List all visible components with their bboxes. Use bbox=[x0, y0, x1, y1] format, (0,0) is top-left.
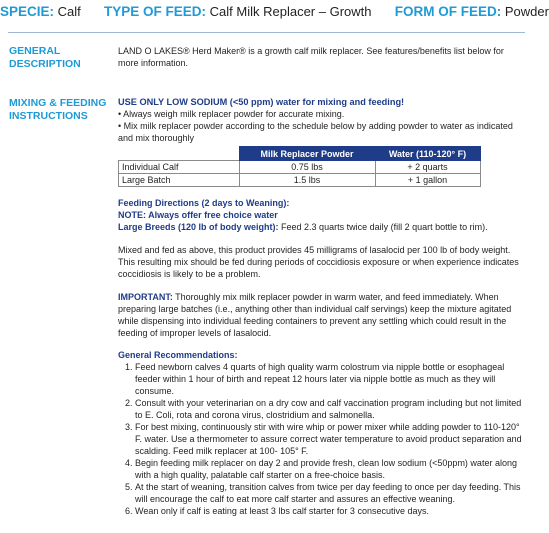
list-item: 5. At the start of weaning, transition calves from twice per day feeding to once per day feeding. This will encourage the calf to eat more calf starter and assures an effective weaning. bbox=[135, 481, 524, 505]
low-sodium-heading: USE ONLY LOW SODIUM (<50 ppm) water for mixing and feeding! bbox=[118, 97, 405, 107]
feed-form-label: FORM OF FEED: bbox=[394, 4, 502, 19]
list-item: 6. Wean only if calf is eating at least 3 lbs calf starter for 3 consecutive days. bbox=[135, 505, 524, 517]
recommendations-list bbox=[118, 361, 524, 517]
recommendations-title: General Recommendations: bbox=[118, 350, 238, 360]
list-item: 3. For best mixing, continuously stir with wire whip or power mixer while adding powder to 110-120° F. water. Use a thermometer to assure correct water temperature to avoid product separation and scalding. Feed milk replacer at 100- 105° F. bbox=[135, 421, 524, 457]
list-item: 2. Consult with your veterinarian on a dry cow and calf vaccination program including but not limited to E. Coli, rota and corona virus, clostridium and salmonella. bbox=[135, 397, 524, 421]
specie-label: SPECIE: bbox=[0, 4, 55, 19]
specie-value: Calf bbox=[57, 4, 81, 19]
feeding-directions-title: Feeding Directions (2 days to Weaning): bbox=[118, 198, 290, 208]
mixing-bullet: • Always weigh milk replacer powder for accurate mixing. bbox=[118, 109, 345, 119]
mixing-bullet: • Mix milk replacer powder according to the schedule below by adding powder to water as indicated and mix thoroughly bbox=[118, 121, 513, 143]
table-row: Individual Calf 0.75 lbs + 2 quarts bbox=[119, 161, 481, 174]
header-divider bbox=[8, 32, 525, 33]
feed-form-value: Powder bbox=[504, 4, 549, 19]
general-description-text: LAND O LAKES® Herd Maker® is a growth calf milk replacer. See features/benefits list below for more information. bbox=[118, 46, 504, 68]
mixing-instructions-body bbox=[118, 96, 524, 517]
lasalocid-paragraph: Mixed and fed as above, this product provides 45 milligrams of lasalocid per 100 lb of body weight. This resulting mix should be fed during periods of coccidiosis exposure or when experience indicates coccidiosis is likely to be a problem. bbox=[118, 245, 519, 279]
feed-type-label: TYPE OF FEED: bbox=[104, 4, 207, 19]
mixing-instructions-label: MIXING & FEEDING INSTRUCTIONS bbox=[9, 97, 107, 122]
list-item: 1. Feed newborn calves 4 quarts of high quality warm colostrum via nipple bottle or esophageal feeder within 1 hour of birth and repeat 12 hours later via nipple bottle as much as they will consume. bbox=[135, 361, 524, 397]
large-breeds-line: Large Breeds (120 lb of body weight): Feed 2.3 quarts twice daily (fill 2 quart bottle to rim). bbox=[118, 222, 488, 232]
general-description-label: GENERAL DESCRIPTION bbox=[9, 45, 81, 70]
water-note: NOTE: Always offer free choice water bbox=[118, 210, 278, 220]
document-header bbox=[0, 4, 549, 19]
table-row: Large Batch 1.5 lbs + 1 gallon bbox=[119, 174, 481, 187]
important-paragraph: IMPORTANT: Thoroughly mix milk replacer powder in warm water, and feed immediately. When preparing large batches (i.e., anything other than individual calf servings) keep the mixture agitated while dispensing into individual feeding containers to prevent any settling which could result in the feeding of improper levels of lasalocid. bbox=[118, 292, 512, 338]
feed-type-value: Calf Milk Replacer – Growth bbox=[209, 4, 372, 19]
list-item: 4. Begin feeding milk replacer on day 2 and provide fresh, clean low sodium (<50ppm) water along with a high quality, palatable calf starter on a free-choice basis. bbox=[135, 457, 524, 481]
mixing-table-header: Milk Replacer Powder Water (110-120° F) bbox=[119, 147, 481, 161]
mixing-table bbox=[118, 146, 481, 187]
